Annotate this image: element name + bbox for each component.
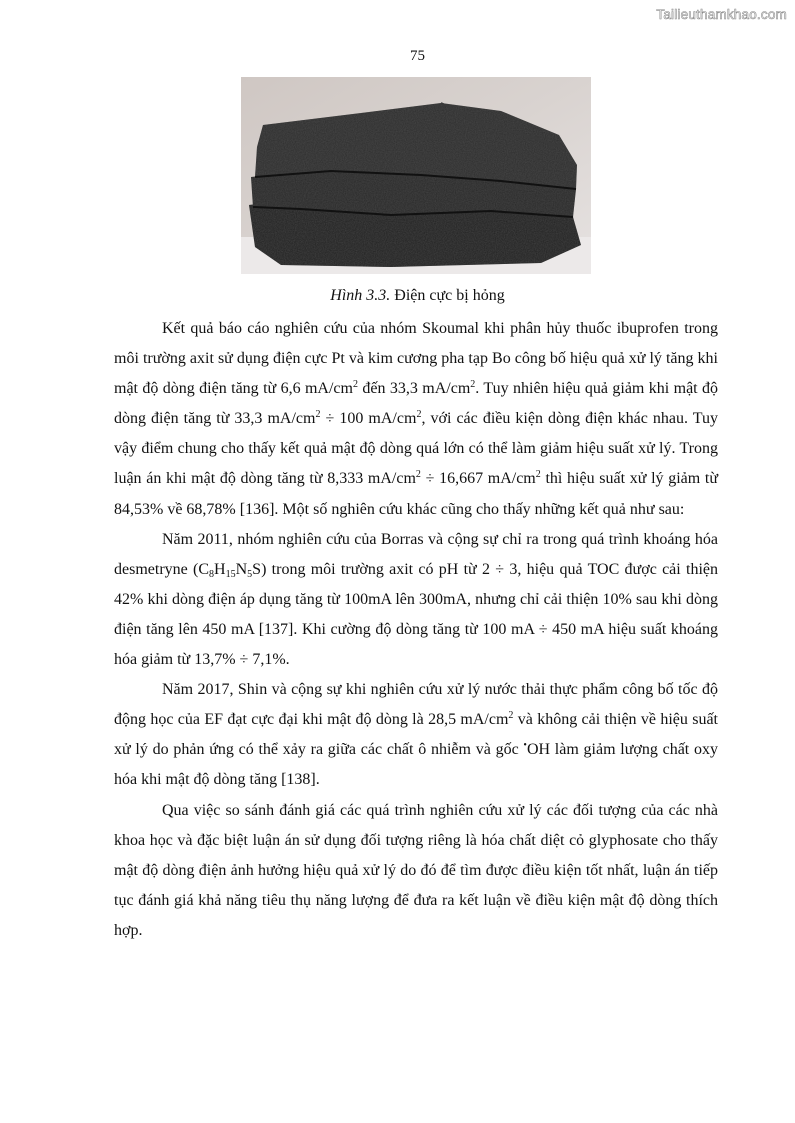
figure-caption-label: Hình 3.3. xyxy=(330,287,391,304)
body-text xyxy=(114,314,718,946)
paragraph-2: Năm 2011, nhóm nghiên cứu của Borras và cộng sự chỉ ra trong quá trình khoáng hóa desmetryne $(C_8H_{15}N_5S)$ trong môi trường axit có pH từ 2 ÷ 3, hiệu quả TOC được cải thiện 42% khi dòng điện áp dụng tăng từ 100mA lên 300mA, nhưng chỉ cải thiện 10% sau khi dòng điện tăng lên 450 mA [137]. Khi cường độ dòng tăng từ 100 mA ÷ 450 mA hiệu suất khoáng hóa giảm từ 13,7% ÷ 7,1%. xyxy=(114,530,719,669)
paragraph-4: Qua việc so sánh đánh giá các quá trình nghiên cứu xử lý các đối tượng của các nhà khoa học và đặc biệt luận án sử dụng đối tượng riêng là hóa chất diệt cỏ glyphosate cho thấy mật độ dòng điện ảnh hưởng hiệu quả xử lý do đó để tìm được điều kiện tốt nhất, luận án tiếp tục đánh giá khả năng tiêu thụ năng lượng để đưa ra kết luận về điều kiện mật độ dòng thích hợp. xyxy=(114,801,718,939)
damaged-electrode-image xyxy=(241,77,591,274)
figure-caption xyxy=(0,287,795,305)
page-number: 75 xyxy=(410,48,425,64)
paragraph-3: Năm 2017, Shin và cộng sự khi nghiên cứu xử lý nước thải thực phẩm công bố tốc độ động học của EF đạt cực đại khi mật độ dòng là 28,5 $mA/cm^2$ và không cải thiện về hiệu suất xử lý do phản ứng có thể xảy ra giữa các chất ô nhiễm và gốc •OH làm giảm lượng chất oxy hóa khi mật độ dòng tăng [138]. xyxy=(114,681,719,789)
figure-caption-text: Điện cực bị hỏng xyxy=(390,287,505,304)
paragraph-1: Kết quả báo cáo nghiên cứu của nhóm Skoumal khi phân hủy thuốc ibuprofen trong môi trường axit sử dụng điện cực Pt và kim cương pha tạp Bo công bố hiệu quả xử lý tăng khi mật độ dòng điện tăng từ 6,6 $mA/cm^2$ đến 33,3 $mA/cm^2$. Tuy nhiên hiệu quả giảm khi mật độ dòng điện tăng từ 33,3 $mA/cm^2 \div 100$ $mA/cm^2$, với các điều kiện dòng điện khác nhau. Tuy vậy điểm chung cho thấy kết quả mật độ dòng quá lớn có thể làm giảm hiệu suất xử lý. Trong luận án khi mật độ dòng tăng từ 8,333 $mA/cm^2 \div 16,667$ $mA/cm^2$ thì hiệu suất xử lý giảm từ 84,53% về 68,78% [136]. Một số nghiên cứu khác cũng cho thấy những kết quả như sau: xyxy=(114,320,719,518)
figure-electrode-photo xyxy=(241,77,591,274)
watermark: Tailieuthamkhao.com xyxy=(656,7,787,22)
